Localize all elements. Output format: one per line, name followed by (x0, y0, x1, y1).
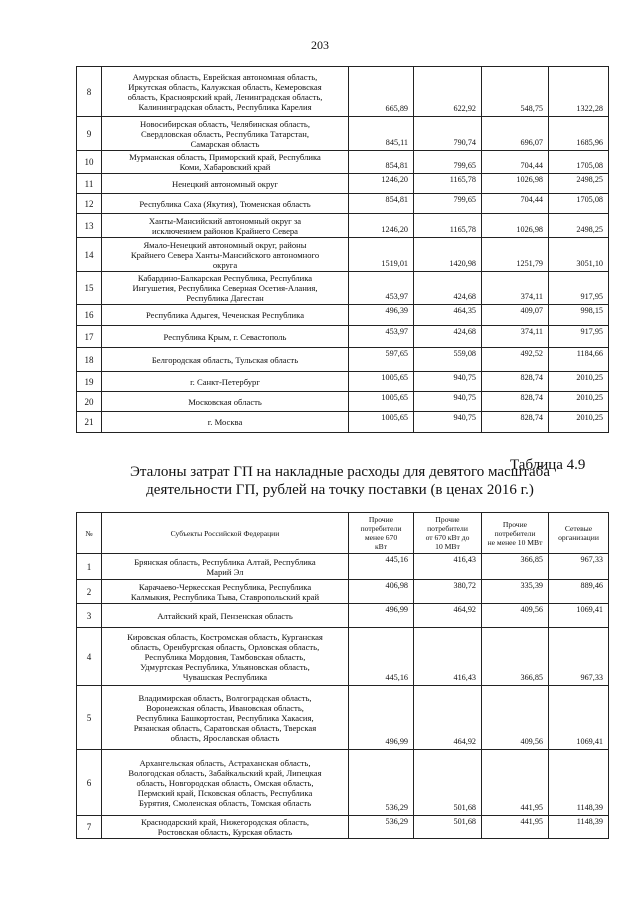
value-over-10mw: 441,95 (482, 750, 549, 816)
value-grid-organizations: 1069,41 (549, 604, 609, 628)
table-row (77, 272, 609, 305)
value-grid-organizations: 967,33 (549, 628, 609, 686)
header-subject: Субъекты Российской Федерации (102, 513, 349, 554)
value-over-10mw: 1251,79 (482, 238, 549, 272)
value-under-670kw: 536,29 (349, 750, 414, 816)
table-row (77, 348, 609, 372)
value-over-10mw: 409,56 (482, 604, 549, 628)
value-grid-organizations: 2010,25 (549, 412, 609, 433)
value-under-670kw: 845,11 (349, 117, 414, 151)
row-number: 3 (77, 604, 102, 628)
table-row (77, 686, 609, 750)
value-670kw-10mw: 464,92 (414, 604, 482, 628)
row-subject: Ханты-Мансийский автономный округ за исключением районов Крайнего Севера (102, 214, 349, 238)
row-number: 17 (77, 326, 102, 348)
value-grid-organizations: 998,15 (549, 305, 609, 326)
value-670kw-10mw: 416,43 (414, 628, 482, 686)
row-subject: Кировская область, Костромская область, Курганская область, Оренбургская область, Орловская область, Республика Мордовия, Тамбовская область, Удмуртская Республика, Ульяновская область, Чувашская Республика (102, 628, 349, 686)
row-number: 21 (77, 412, 102, 433)
value-grid-organizations: 1705,08 (549, 194, 609, 214)
value-over-10mw: 366,85 (482, 628, 549, 686)
value-over-10mw: 409,07 (482, 305, 549, 326)
value-over-10mw: 1026,98 (482, 214, 549, 238)
overhead-cost-table (76, 512, 609, 839)
value-over-10mw: 1026,98 (482, 174, 549, 194)
value-under-670kw: 445,16 (349, 628, 414, 686)
header-grid-organizations: Сетевые организации (549, 513, 609, 554)
row-subject: Карачаево-Черкесская Республика, Республика Калмыкия, Республика Тыва, Ставропольский край (102, 580, 349, 604)
value-grid-organizations: 2498,25 (549, 214, 609, 238)
value-over-10mw: 492,52 (482, 348, 549, 372)
value-670kw-10mw: 799,65 (414, 151, 482, 174)
value-over-10mw: 366,85 (482, 554, 549, 580)
value-670kw-10mw: 416,43 (414, 554, 482, 580)
continuation-table (76, 66, 609, 433)
row-subject: Алтайский край, Пензенская область (102, 604, 349, 628)
value-over-10mw: 828,74 (482, 392, 549, 412)
value-under-670kw: 597,65 (349, 348, 414, 372)
value-under-670kw: 445,16 (349, 554, 414, 580)
row-number: 10 (77, 151, 102, 174)
value-under-670kw: 406,98 (349, 580, 414, 604)
table-row (77, 117, 609, 151)
value-under-670kw: 496,99 (349, 686, 414, 750)
table-row (77, 372, 609, 392)
value-under-670kw: 854,81 (349, 194, 414, 214)
table-row (77, 580, 609, 604)
row-subject: Ненецкий автономный округ (102, 174, 349, 194)
value-670kw-10mw: 940,75 (414, 372, 482, 392)
table-row (77, 750, 609, 816)
value-under-670kw: 1005,65 (349, 392, 414, 412)
value-under-670kw: 496,39 (349, 305, 414, 326)
table-title-line-2: деятельности ГП, рублей на точку поставки (в ценах 2016 г.) (146, 482, 534, 498)
table-row (77, 174, 609, 194)
table-row (77, 392, 609, 412)
table-row (77, 326, 609, 348)
value-grid-organizations: 2010,25 (549, 392, 609, 412)
value-670kw-10mw: 790,74 (414, 117, 482, 151)
value-under-670kw: 453,97 (349, 326, 414, 348)
row-subject: Архангельская область, Астраханская область, Вологодская область, Забайкальский край, Липецкая область, Новгородская область, Омская область, Пермский край, Псковская область, Республика Бурятия, Смоленская область, Томская область (102, 750, 349, 816)
value-under-670kw: 665,89 (349, 67, 414, 117)
row-subject: Новосибирская область, Челябинская область, Свердловская область, Республика Татарстан, Самарская область (102, 117, 349, 151)
value-under-670kw: 1519,01 (349, 238, 414, 272)
row-number: 18 (77, 348, 102, 372)
value-670kw-10mw: 380,72 (414, 580, 482, 604)
value-under-670kw: 536,29 (349, 816, 414, 839)
table-row (77, 305, 609, 326)
row-subject: Республика Крым, г. Севастополь (102, 326, 349, 348)
row-subject: Белгородская область, Тульская область (102, 348, 349, 372)
value-grid-organizations: 1148,39 (549, 816, 609, 839)
row-number: 6 (77, 750, 102, 816)
table-row (77, 412, 609, 433)
header-under-670kw: Прочие потребители менее 670 кВт (349, 513, 414, 554)
row-subject: Ямало-Ненецкий автономный округ, районы Крайнего Севера Ханты-Мансийского автономного округа (102, 238, 349, 272)
value-under-670kw: 1246,20 (349, 214, 414, 238)
value-670kw-10mw: 464,35 (414, 305, 482, 326)
table-row (77, 67, 609, 117)
row-subject: Владимирская область, Волгоградская область, Воронежская область, Ивановская область, Республика Башкортостан, Республика Хакасия, Рязанская область, Саратовская область, Тверская область, Ярославская область (102, 686, 349, 750)
table-row (77, 554, 609, 580)
row-number: 7 (77, 816, 102, 839)
row-subject: Московская область (102, 392, 349, 412)
row-subject: Кабардино-Балкарская Республика, Республика Ингушетия, Республика Северная Осетия-Алания, Республика Дагестан (102, 272, 349, 305)
value-670kw-10mw: 1165,78 (414, 214, 482, 238)
value-670kw-10mw: 464,92 (414, 686, 482, 750)
value-over-10mw: 335,39 (482, 580, 549, 604)
row-number: 12 (77, 194, 102, 214)
header-number: № (77, 513, 102, 554)
row-number: 16 (77, 305, 102, 326)
header-670kw-10mw: Прочие потребители от 670 кВт до 10 МВт (414, 513, 482, 554)
table-row (77, 151, 609, 174)
value-grid-organizations: 917,95 (549, 272, 609, 305)
value-over-10mw: 696,07 (482, 117, 549, 151)
row-number: 13 (77, 214, 102, 238)
row-subject: г. Москва (102, 412, 349, 433)
value-under-670kw: 453,97 (349, 272, 414, 305)
table-row (77, 238, 609, 272)
row-number: 5 (77, 686, 102, 750)
value-670kw-10mw: 622,92 (414, 67, 482, 117)
table-title-line-1: Эталоны затрат ГП на накладные расходы для девятого масштаба (130, 464, 550, 480)
table-title (70, 463, 610, 499)
value-over-10mw: 374,11 (482, 326, 549, 348)
value-grid-organizations: 2498,25 (549, 174, 609, 194)
value-670kw-10mw: 424,68 (414, 326, 482, 348)
value-670kw-10mw: 501,68 (414, 816, 482, 839)
value-670kw-10mw: 1420,98 (414, 238, 482, 272)
row-number: 1 (77, 554, 102, 580)
value-670kw-10mw: 799,65 (414, 194, 482, 214)
value-under-670kw: 1005,65 (349, 412, 414, 433)
value-grid-organizations: 967,33 (549, 554, 609, 580)
header-over-10mw: Прочие потребители не менее 10 МВт (482, 513, 549, 554)
value-grid-organizations: 889,46 (549, 580, 609, 604)
row-number: 15 (77, 272, 102, 305)
row-number: 14 (77, 238, 102, 272)
value-670kw-10mw: 940,75 (414, 412, 482, 433)
value-over-10mw: 441,95 (482, 816, 549, 839)
value-under-670kw: 1246,20 (349, 174, 414, 194)
value-over-10mw: 548,75 (482, 67, 549, 117)
table-row (77, 214, 609, 238)
table-row (77, 628, 609, 686)
row-number: 20 (77, 392, 102, 412)
row-number: 8 (77, 67, 102, 117)
value-under-670kw: 496,99 (349, 604, 414, 628)
row-subject: Брянская область, Республика Алтай, Республика Марий Эл (102, 554, 349, 580)
row-subject: г. Санкт-Петербург (102, 372, 349, 392)
page-number: 203 (311, 38, 329, 52)
value-over-10mw: 828,74 (482, 412, 549, 433)
value-670kw-10mw: 559,08 (414, 348, 482, 372)
value-grid-organizations: 2010,25 (549, 372, 609, 392)
value-under-670kw: 854,81 (349, 151, 414, 174)
row-number: 9 (77, 117, 102, 151)
row-subject: Мурманская область, Приморский край, Республика Коми, Хабаровский край (102, 151, 349, 174)
row-number: 2 (77, 580, 102, 604)
value-grid-organizations: 1069,41 (549, 686, 609, 750)
row-subject: Амурская область, Еврейская автономная область, Иркутская область, Калужская область, Кемеровская область, Красноярский край, Ленинградская область, Калининградская область, Республика Карелия (102, 67, 349, 117)
row-subject: Республика Саха (Якутия), Тюменская область (102, 194, 349, 214)
value-grid-organizations: 1705,08 (549, 151, 609, 174)
table-header-row (77, 513, 609, 554)
value-670kw-10mw: 424,68 (414, 272, 482, 305)
value-grid-organizations: 3051,10 (549, 238, 609, 272)
table-row (77, 604, 609, 628)
row-number: 4 (77, 628, 102, 686)
value-over-10mw: 704,44 (482, 194, 549, 214)
value-670kw-10mw: 940,75 (414, 392, 482, 412)
value-grid-organizations: 917,95 (549, 326, 609, 348)
value-over-10mw: 409,56 (482, 686, 549, 750)
value-670kw-10mw: 1165,78 (414, 174, 482, 194)
value-grid-organizations: 1184,66 (549, 348, 609, 372)
value-670kw-10mw: 501,68 (414, 750, 482, 816)
table-label: Таблица 4.9 (510, 457, 586, 473)
value-grid-organizations: 1148,39 (549, 750, 609, 816)
table-row (77, 194, 609, 214)
row-subject: Краснодарский край, Нижегородская область, Ростовская область, Курская область (102, 816, 349, 839)
table-row (77, 816, 609, 839)
value-over-10mw: 704,44 (482, 151, 549, 174)
value-grid-organizations: 1685,96 (549, 117, 609, 151)
value-over-10mw: 828,74 (482, 372, 549, 392)
value-over-10mw: 374,11 (482, 272, 549, 305)
row-number: 19 (77, 372, 102, 392)
value-under-670kw: 1005,65 (349, 372, 414, 392)
value-grid-organizations: 1322,28 (549, 67, 609, 117)
row-number: 11 (77, 174, 102, 194)
row-subject: Республика Адыгея, Чеченская Республика (102, 305, 349, 326)
